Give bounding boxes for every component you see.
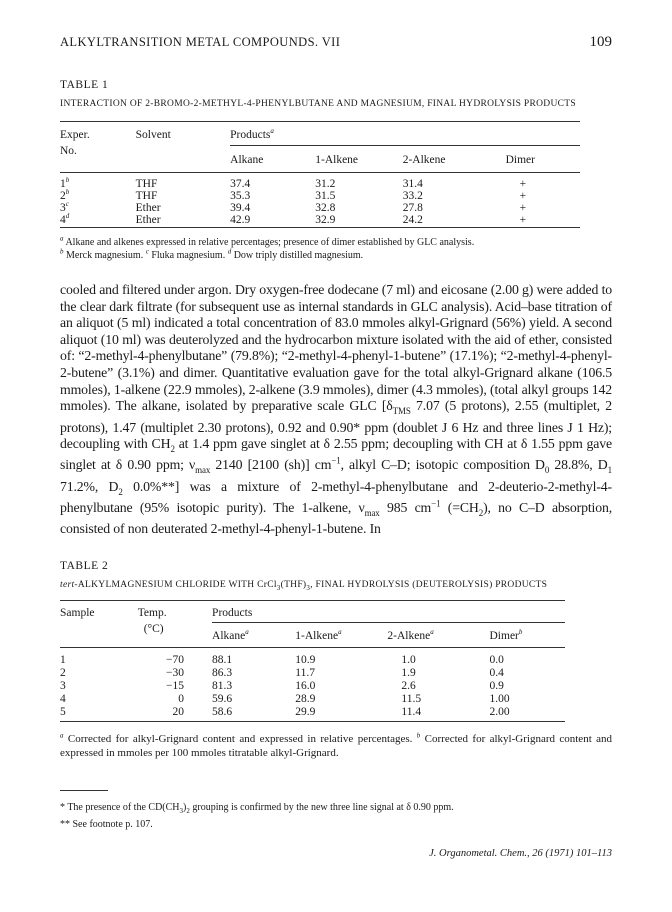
table1-header-exper: Exper. (60, 129, 90, 141)
running-head (60, 34, 612, 51)
table2-header-temp: Temp. (137, 606, 167, 619)
table-row: 2$^b$ THF 35.3 31.5 33.2 + (60, 187, 527, 202)
table2-header-alkene1: 1-Alkene$^a$ (295, 628, 342, 642)
table-row: 1 −70 88.1 10.9 1.0 0.0 (60, 654, 504, 667)
table2-footnotes: $^a$ Corrected for alkyl-Grignard content and expressed in relative percentages. $^b$ Corrected for alkyl-Grignard content and expressed in mmoles per 100 mmoles titratable alkyl-Grignard. (60, 731, 613, 759)
table-row: 3$^c$ Ether 39.4 32.8 27.8 + (60, 199, 527, 214)
page (60, 34, 612, 859)
table1-header-products: Products$^a$ (230, 127, 274, 141)
table2-caption: tert-ALKYLMAGNESIUM CHLORIDE WITH $CrCl_3(THF)_3$, FINAL HYDROLYSIS (DEUTEROLYSIS) PRODUCTS (60, 580, 548, 592)
journal-reference: J. Organometal. Chem., 26 (1971) 101–113 (429, 847, 612, 859)
table1-header-alkane: Alkane (230, 154, 264, 166)
page-footnote: * The presence of the $CD(CH_3)_2$ grouping is confirmed by the new three line signal at δ 0.90 ppm. (60, 801, 454, 815)
table2 (60, 600, 565, 724)
table1 (60, 121, 580, 230)
body-paragraph: cooled and filtered under argon. Dry oxygen-free dodecane (7 ml) and eicosane (2.00 g) were added to the clear dark filtrate (for subsequent use as internal standards in GLC analysis). Acid–base titration of an aliquot (5 ml) indicated a total concentration of 83.0 mmoles alkyl-Grignard (56%) yield. A second aliquot (10 ml) was deuterolyzed and the hydrocarbon mixture isolated with the aid of ether, consisted of: “2-methyl-4-phenylbutane” (79.8%); “2-methyl-4-phenyl-1-butene” (17.1%); “2-methyl-4-phenyl-2-butene” (3.1%) and dimer. Quantitative evaluation gave for the total alkyl-Grignard alkane (106.5 mmoles), 1-alkene (22.9 mmoles), 2-alkene (3.9 mmoles), dimer (4.3 mmoles), (total alkyl groups 142 mmoles). The alkane, isolated by preparative scale GLC [$\delta_{TMS}$ 7.07 (5 protons), 2.55 (multiplet, 2 protons), 1.47 (multiplet 2.30 protons), 0.92 and 0.90* ppm (doublet J 6 Hz and three lines J 1 Hz); decoupling with $CH_2$ at 1.4 ppm gave singlet at δ 2.55 ppm; decoupling with CH at δ 1.55 ppm gave singlet at δ 0.90 ppm; $\nu_{max}$ 2140 [2100 (sh)] $cm^{-1}$, alkyl C–D; isotopic composition $D_0$ 28.8%, $D_1$ 71.2%, $D_2$ 0.0%**] was a mixture of 2-methyl-4-phenylbutane and 2-deuterio-2-methyl-4-phenylbutane (95% isotopic purity). The 1-alkene, $\nu_{max}$ 985 $cm^{-1}$ $(=CH_2)$, no C–D absorption, consisted of non deuterated 2-methyl-4-phenyl-1-butene. In (60, 282, 613, 537)
table1-header-solvent: Solvent (135, 129, 171, 141)
table1-header-no: No. (60, 145, 77, 157)
table-row: 1$^b$ THF 37.4 31.2 31.4 + (60, 175, 527, 190)
table1-footnote-a: $^a$ Alkane and alkenes expressed in relative percentages; presence of dimer established by GLC analysis. (60, 234, 475, 248)
table2-header-alkane: Alkane$^a$ (212, 628, 249, 642)
table-row: 5 20 58.6 29.9 11.4 2.00 (60, 706, 510, 719)
table2-header-temp-unit: (°C) (143, 622, 164, 635)
table1-label: TABLE 1 (60, 79, 109, 91)
table-row: 4 0 59.6 28.9 11.5 1.00 (60, 693, 510, 706)
table2-label: TABLE 2 (60, 560, 109, 573)
table1-footnotes (60, 236, 612, 262)
page-number: 109 (589, 34, 612, 50)
table1-header-alkene1: 1-Alkene (315, 154, 359, 166)
table2-header-alkene2: 2-Alkene$^a$ (387, 628, 434, 642)
page-footnote: ** See footnote p. 107. (60, 818, 153, 830)
table-row: 2 −30 86.3 11.7 1.9 0.4 (60, 667, 504, 680)
page-footnotes (60, 801, 612, 832)
table2-header-dimer: Dimer$^b$ (489, 628, 523, 642)
table-row: 4$^d$ Ether 42.9 32.9 24.2 + (60, 211, 527, 226)
table1-header-alkene2: 2-Alkene (402, 154, 446, 166)
running-title: ALKYLTRANSITION METAL COMPOUNDS. VII (60, 35, 341, 49)
table1-footnote-bcd: $^b$ Merck magnesium. $^c$ Fluka magnesium. $^d$ Dow triply distilled magnesium. (60, 247, 364, 261)
table2-header-sample: Sample (60, 606, 95, 619)
footnote-separator (60, 790, 108, 791)
table-row: 3 −15 81.3 16.0 2.6 0.9 (60, 680, 504, 693)
table2-header-products: Products (212, 606, 253, 619)
table1-header-dimer: Dimer (505, 154, 535, 166)
table1-caption: INTERACTION OF 2-BROMO-2-METHYL-4-PHENYLBUTANE AND MAGNESIUM, FINAL HYDROLYSIS PRODUCTS (60, 99, 576, 109)
